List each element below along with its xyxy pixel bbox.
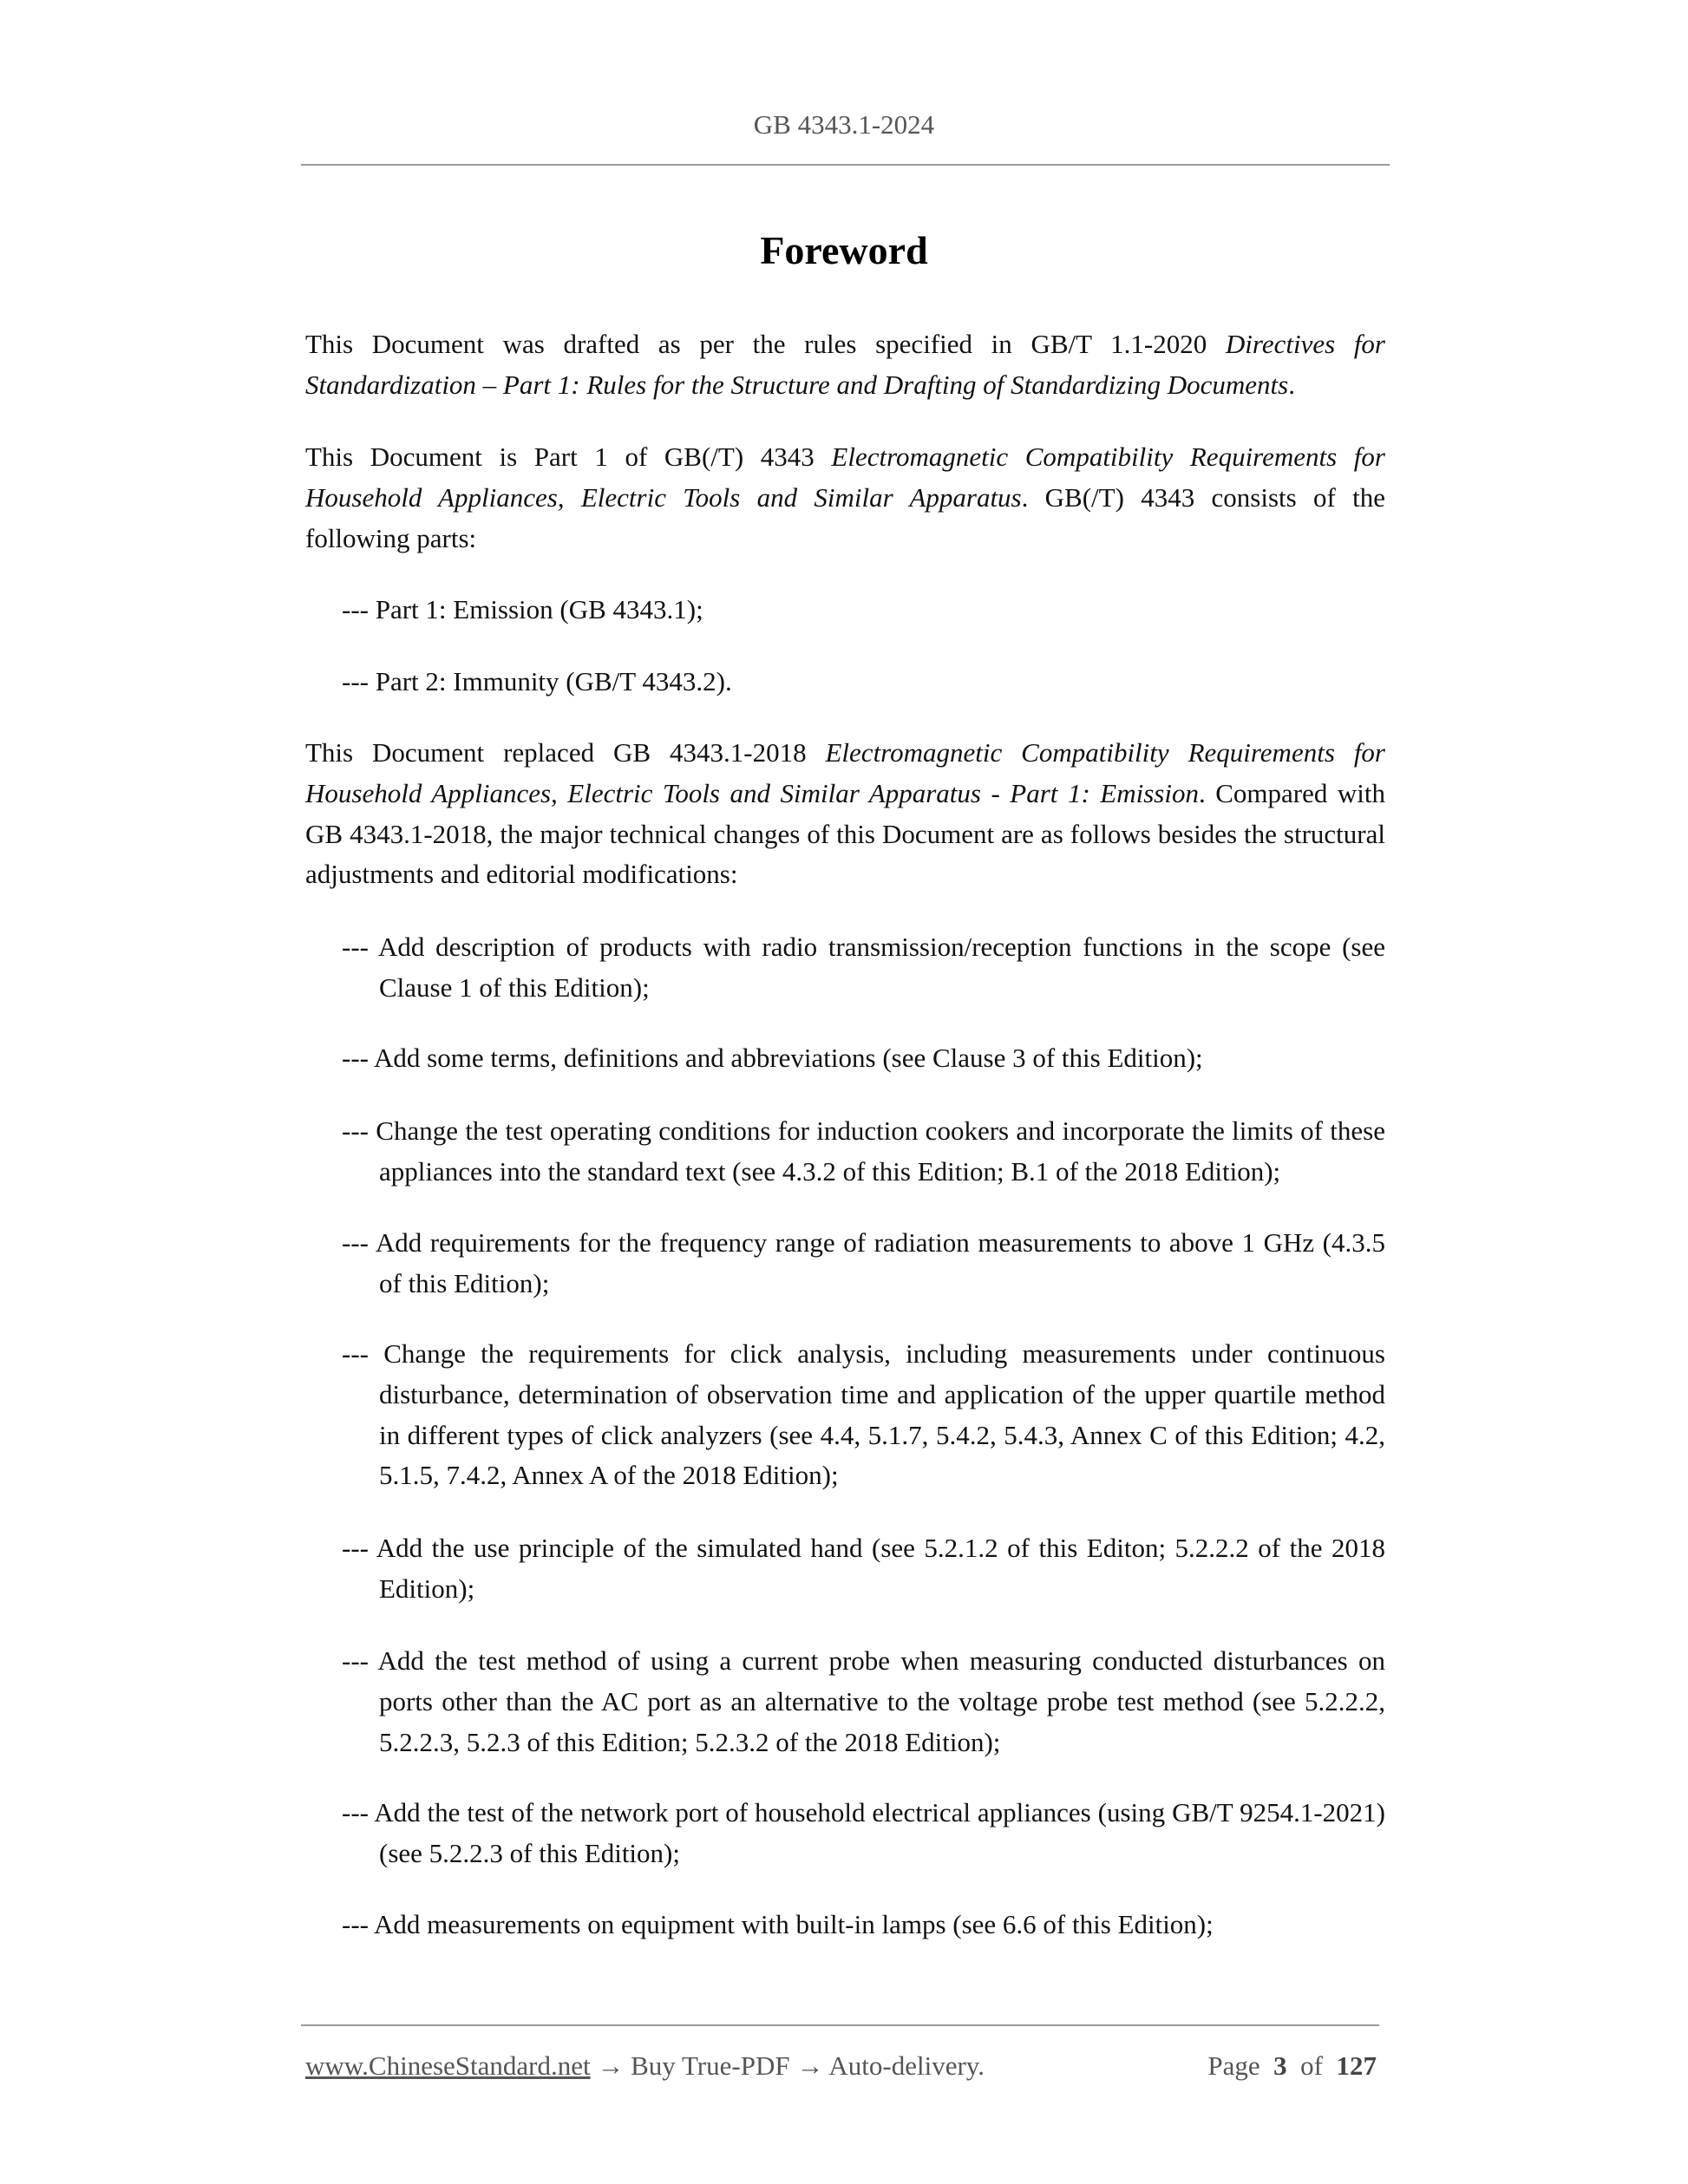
header-divider bbox=[301, 164, 1390, 166]
arrow-icon: → bbox=[796, 2050, 824, 2081]
text-segment: . bbox=[1288, 369, 1295, 400]
text-segment: This Document is Part 1 of GB(/T) 4343 bbox=[305, 441, 832, 472]
arrow-icon: → bbox=[597, 2050, 625, 2081]
total-pages: 127 bbox=[1336, 2050, 1377, 2081]
parts-list-item bbox=[305, 590, 1385, 631]
text-segment: --- Part 2: Immunity (GB/T 4343.2). bbox=[342, 666, 732, 696]
change-list-item: --- Change the requirements for click analysis, including measurements under continuous disturbance, determination of observation time and application of the upper quartile method in different types of click analyzers (see 4.4, 5.1.7, 5.4.2, 5.4.3, Annex C of this Edition; 4.2, 5.1.5, 7.4.2, Annex A of the 2018 Edition); bbox=[342, 1338, 1385, 1491]
website-link[interactable]: www.ChineseStandard.net bbox=[305, 2050, 591, 2081]
buy-text: Buy True-PDF bbox=[624, 2050, 797, 2081]
footer-promo bbox=[305, 2050, 985, 2082]
paragraph bbox=[305, 733, 1385, 895]
delivery-text: Auto-delivery. bbox=[823, 2050, 985, 2081]
paragraph bbox=[305, 324, 1385, 406]
page-title: Foreword bbox=[760, 228, 928, 272]
page-footer bbox=[305, 2050, 1377, 2082]
text-segment: . GB(/T) 4343 consists of the following parts: bbox=[305, 481, 1385, 553]
running-header: GB 4343.1-2024 bbox=[753, 109, 935, 140]
change-list-item: --- Add the use principle of the simulated hand (see 5.2.1.2 of this Editon; 5.2.2.2 of the 2018 Edition); bbox=[342, 1533, 1385, 1604]
footer-divider bbox=[301, 2024, 1379, 2026]
change-list-item: --- Change the test operating conditions for induction cookers and incorporate the limits of these appliances into the standard text (see 4.3.2 of this Edition; B.1 of the 2018 Edition); bbox=[342, 1115, 1385, 1187]
current-page: 3 bbox=[1273, 2050, 1287, 2081]
paragraph bbox=[305, 437, 1385, 559]
text-segment: --- Part 1: Emission (GB 4343.1); bbox=[342, 594, 703, 624]
text-segment: . Compared with GB 4343.1-2018, the major technical changes of this Document are as follows besides the structural adjustments and editorial modifications: bbox=[305, 777, 1385, 890]
change-list-item: --- Add the test method of using a current probe when measuring conducted disturbances on ports other than the AC port as an alternative to the voltage probe test method (see 5.2.2.2, 5.2.2.3, 5.2.3 of this Edition; 5.2.3.2 of the 2018 Edition); bbox=[342, 1645, 1385, 1757]
change-list-item: --- Add description of products with radio transmission/reception functions in the scope (see Clause 1 of this Edition); bbox=[342, 932, 1385, 1003]
document-title-italic: Electromagnetic Compatibility Requirements for Household Appliances, Electric Tools and Similar Apparatus bbox=[305, 441, 1385, 513]
text-segment: This Document was drafted as per the rules specified in GB/T 1.1-2020 bbox=[305, 329, 1226, 359]
change-list-item: --- Add some terms, definitions and abbreviations (see Clause 3 of this Edition); bbox=[342, 1043, 1203, 1073]
page-number: Page 3 of 127 bbox=[1207, 2050, 1377, 2081]
change-list-item: --- Add requirements for the frequency range of radiation measurements to above 1 GHz (4.3.5 of this Edition); bbox=[342, 1227, 1385, 1298]
change-list-item: --- Add the test of the network port of household electrical appliances (using GB/T 9254.1-2021) (see 5.2.2.3 of this Edition); bbox=[342, 1797, 1385, 1868]
change-list-item: --- Add measurements on equipment with built-in lamps (see 6.6 of this Edition); bbox=[342, 1909, 1214, 1939]
text-segment: This Document replaced GB 4343.1-2018 bbox=[305, 737, 826, 768]
document-title-italic: Electromagnetic Compatibility Requirements for Household Appliances, Electric Tools and Similar Apparatus - Part 1: Emission bbox=[305, 737, 1385, 808]
document-title-italic: Directives for Standardization – Part 1: Rules for the Structure and Drafting of Standardizing Documents bbox=[305, 329, 1385, 400]
parts-list-item bbox=[305, 662, 1385, 703]
